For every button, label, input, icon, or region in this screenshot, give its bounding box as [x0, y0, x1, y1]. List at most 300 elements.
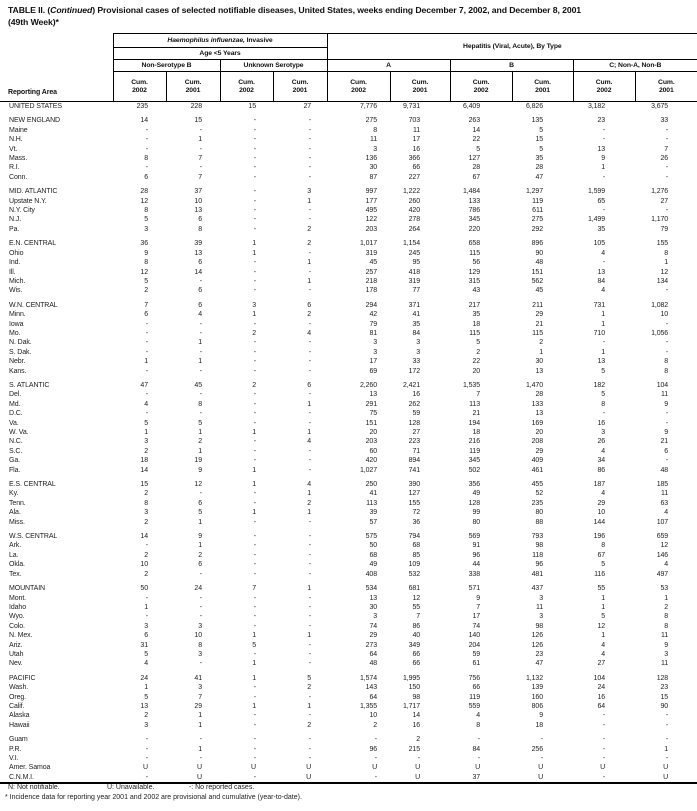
area-cell: Utah [9, 650, 24, 658]
value-cell: 104 [593, 674, 606, 682]
value-cell: 794 [408, 533, 421, 541]
value-cell: 2 [307, 225, 312, 233]
value-cell: 47 [140, 381, 148, 389]
value-cell: - [308, 145, 312, 153]
value-cell: 107 [656, 518, 669, 526]
value-cell: 806 [531, 702, 544, 710]
value-cell: U [197, 764, 202, 772]
value-cell: 139 [531, 684, 544, 692]
title-part3: ) Provisional cases of selected notifiable diseases, United States, weeks ending December 7, 2002, and December 8, 2001 [92, 5, 582, 15]
subgroup-hep-c-non-a-non-b: C; Non-A, Non-B [573, 60, 697, 72]
table-row [0, 173, 697, 182]
value-cell: 90 [660, 702, 669, 710]
value-cell: 4 [144, 660, 148, 668]
value-cell: 11 [661, 632, 669, 640]
value-cell: 2 [144, 518, 148, 526]
value-cell: 1,499 [588, 216, 606, 224]
value-cell: 1,082 [651, 301, 669, 309]
value-cell: 69 [369, 367, 378, 375]
value-cell: - [602, 136, 606, 144]
value-cell: 409 [531, 457, 544, 465]
value-cell: 48 [369, 660, 378, 668]
value-cell: - [308, 551, 312, 559]
area-cell: P.R. [9, 745, 22, 753]
value-cell: 7 [144, 301, 148, 309]
value-cell: 5 [144, 650, 148, 658]
table-row [0, 594, 697, 603]
area-cell: Oreg. [9, 693, 27, 701]
haemophilus-italic: Haemophilus influenzae, [167, 36, 245, 44]
value-cell: U [538, 773, 544, 781]
area-cell: Vt. [9, 145, 18, 153]
col-header-cum: Cum. 2001 [635, 72, 697, 102]
value-cell: 99 [472, 509, 481, 517]
table-row [0, 579, 697, 593]
value-cell: 315 [468, 277, 481, 285]
value-cell: 113 [366, 499, 378, 507]
value-cell: 8 [664, 613, 669, 621]
value-cell: - [145, 773, 148, 781]
value-cell: 1,056 [651, 329, 669, 337]
value-cell: 10 [194, 632, 202, 640]
value-cell: 1 [144, 358, 148, 366]
value-cell: 4 [601, 641, 606, 649]
value-cell: - [308, 268, 312, 276]
value-cell: 9 [539, 712, 544, 720]
value-cell: - [145, 736, 148, 744]
value-cell: 223 [408, 438, 421, 446]
value-cell: 896 [531, 240, 544, 248]
value-cell: 20 [472, 367, 481, 375]
value-cell: 4 [198, 311, 202, 319]
value-cell: 31 [140, 641, 148, 649]
area-cell: Wis. [9, 287, 23, 295]
value-cell: 6 [198, 301, 202, 309]
value-cell: 1,027 [360, 466, 378, 474]
value-cell: 14 [140, 117, 148, 125]
value-cell: 105 [593, 240, 606, 248]
value-cell: - [665, 207, 669, 215]
value-cell: - [199, 329, 202, 337]
value-cell: 9 [664, 429, 669, 436]
value-cell: 127 [408, 490, 421, 498]
value-cell: 182 [593, 381, 606, 389]
value-cell: 7 [252, 585, 256, 593]
value-cell: 11 [369, 136, 378, 144]
value-cell: 2 [373, 721, 378, 729]
value-cell: U [663, 773, 669, 781]
value-cell: 8 [144, 155, 148, 163]
area-cell: Guam [9, 736, 28, 744]
value-cell: 2 [307, 721, 312, 729]
value-cell: 5 [476, 339, 481, 347]
table-row [0, 466, 697, 475]
value-cell: 134 [656, 277, 669, 285]
value-cell: 35 [597, 225, 606, 233]
area-cell: Ark. [9, 542, 22, 550]
value-cell: - [253, 173, 256, 181]
table-row [0, 234, 697, 248]
value-cell: 3 [198, 622, 202, 630]
area-cell: W.N. CENTRAL [9, 301, 58, 309]
value-cell: - [199, 490, 202, 498]
value-cell: 2 [252, 329, 256, 337]
value-cell: - [308, 533, 312, 541]
table-row [0, 763, 697, 772]
table-row [0, 182, 697, 196]
haemophilus-group-header [113, 34, 327, 48]
value-cell: 21 [660, 438, 669, 446]
value-cell: 204 [468, 641, 481, 649]
value-cell: 262 [408, 400, 421, 408]
value-cell: - [665, 126, 669, 134]
footnote-legend [8, 784, 254, 791]
value-cell: 9 [664, 641, 669, 649]
area-cell: MID. ATLANTIC [9, 188, 58, 196]
value-cell: 345 [468, 457, 481, 465]
value-cell: 7 [664, 145, 669, 153]
value-cell: 30 [369, 164, 378, 172]
table-row [0, 268, 697, 277]
value-cell: 5 [198, 509, 202, 517]
area-cell: Tex. [9, 570, 22, 578]
value-cell: 4 [307, 481, 312, 489]
value-cell: 18 [535, 721, 544, 729]
value-cell: 275 [531, 216, 544, 224]
area-cell: Okla. [9, 561, 25, 569]
value-cell: 79 [369, 320, 378, 328]
value-cell: 1,222 [403, 188, 421, 196]
value-cell: 10 [140, 561, 148, 569]
value-cell: 63 [660, 499, 669, 507]
value-cell: 1 [198, 429, 202, 436]
value-cell: 319 [408, 277, 421, 285]
value-cell: 1 [307, 585, 312, 593]
area-cell: Mont. [9, 594, 27, 602]
area-cell: Ind. [9, 259, 21, 267]
table-row [0, 111, 697, 125]
value-cell: 1 [252, 660, 256, 668]
col-header-cum: Cum. 2002 [573, 72, 635, 102]
table-row [0, 390, 697, 399]
value-cell: - [602, 410, 606, 418]
value-cell: 98 [535, 622, 544, 630]
value-cell: 4 [307, 329, 312, 337]
value-cell: - [308, 207, 312, 215]
value-cell: 9 [476, 594, 481, 602]
value-cell: 196 [593, 533, 606, 541]
value-cell: - [308, 457, 312, 465]
value-cell: 119 [469, 447, 481, 455]
value-cell: - [253, 438, 256, 446]
table-row [0, 551, 697, 560]
value-cell: 9,731 [403, 103, 421, 110]
value-cell: 74 [369, 622, 378, 630]
value-cell: - [374, 755, 378, 762]
table-row [0, 428, 697, 437]
value-cell: 39 [369, 509, 378, 517]
area-cell: PACIFIC [9, 674, 36, 682]
table-row [0, 400, 697, 409]
value-cell: - [308, 745, 312, 753]
value-cell: 235 [136, 103, 148, 110]
value-cell: - [602, 259, 606, 267]
value-cell: 569 [468, 533, 481, 541]
value-cell: 127 [468, 155, 481, 163]
value-cell: 3 [539, 613, 544, 621]
value-cell: - [253, 542, 256, 550]
value-cell: 1 [198, 447, 202, 455]
table-row [0, 447, 697, 456]
value-cell: - [602, 755, 606, 762]
value-cell: 1 [601, 603, 606, 611]
value-cell: - [308, 650, 312, 658]
value-cell: 4 [601, 490, 606, 498]
value-cell: 37 [472, 773, 481, 781]
value-cell: 84 [597, 277, 606, 285]
value-cell: - [308, 693, 312, 701]
value-cell: 133 [468, 197, 481, 205]
value-cell: - [253, 145, 256, 153]
value-cell: 461 [531, 466, 544, 474]
value-cell: 220 [468, 225, 481, 233]
value-cell: 1 [307, 632, 312, 640]
value-cell: 36 [412, 518, 421, 526]
area-cell: MOUNTAIN [9, 585, 46, 593]
value-cell: 390 [408, 481, 421, 489]
value-cell: - [253, 155, 256, 163]
value-cell: - [665, 339, 669, 347]
table-row [0, 249, 697, 258]
value-cell: - [308, 518, 312, 526]
value-cell: 16 [412, 145, 421, 153]
value-cell: 1 [307, 277, 312, 285]
value-cell: 1 [198, 339, 202, 347]
value-cell: 659 [656, 533, 669, 541]
value-cell: 29 [535, 447, 544, 455]
value-cell: 96 [472, 551, 481, 559]
value-cell: - [253, 216, 256, 224]
value-cell: - [253, 225, 256, 233]
value-cell: 33 [412, 358, 421, 366]
value-cell: 437 [531, 585, 544, 593]
value-cell: - [253, 457, 256, 465]
value-cell: - [308, 136, 312, 144]
value-cell: 5 [144, 419, 148, 427]
value-cell: 133 [531, 400, 544, 408]
value-cell: 3 [144, 225, 148, 233]
value-cell: 5 [144, 277, 148, 285]
value-cell: 146 [656, 551, 669, 559]
value-cell: 4 [476, 712, 481, 720]
value-cell: - [602, 773, 606, 781]
value-cell: 37 [194, 188, 202, 196]
value-cell: 20 [535, 429, 544, 436]
value-cell: 27 [412, 429, 421, 436]
value-cell: - [145, 755, 148, 762]
value-cell: - [145, 339, 148, 347]
value-cell: - [199, 277, 202, 285]
value-cell: - [145, 391, 148, 399]
value-cell: 2 [307, 684, 312, 692]
area-cell: Colo. [9, 622, 25, 630]
value-cell: - [253, 490, 256, 498]
value-cell: 66 [412, 650, 421, 658]
area-cell: Del. [9, 391, 22, 399]
area-cell: Calif. [9, 702, 25, 710]
value-cell: 8 [144, 259, 148, 267]
table-row [0, 622, 697, 631]
value-cell: 15 [660, 693, 669, 701]
value-cell: 291 [365, 400, 378, 408]
value-cell: 1 [198, 136, 202, 144]
value-cell: 59 [472, 650, 481, 658]
table-row [0, 296, 697, 310]
value-cell: 1,484 [463, 188, 481, 196]
value-cell: 2 [144, 570, 148, 578]
value-cell: 52 [535, 490, 544, 498]
table-row [0, 286, 697, 295]
value-cell: 273 [365, 641, 378, 649]
value-cell: 96 [535, 561, 544, 569]
value-cell: 3 [144, 721, 148, 729]
value-cell: 455 [531, 481, 544, 489]
value-cell: 13 [194, 207, 202, 215]
value-cell: - [253, 712, 256, 720]
value-cell: 1 [252, 674, 256, 682]
value-cell: 275 [365, 117, 378, 125]
value-cell: 14 [140, 466, 148, 474]
table-row [0, 603, 697, 612]
area-cell: Wash. [9, 684, 29, 692]
value-cell: - [253, 594, 256, 602]
value-cell: - [199, 145, 202, 153]
value-cell: 23 [660, 684, 669, 692]
value-cell: 1 [144, 684, 148, 692]
table-row [0, 329, 697, 338]
value-cell: 36 [140, 240, 148, 248]
value-cell: 1 [144, 429, 148, 436]
value-cell: 559 [468, 702, 481, 710]
table-row [0, 612, 697, 621]
hepatitis-group-header: Hepatitis (Viral, Acute), By Type [327, 34, 697, 60]
value-cell: 119 [469, 693, 481, 701]
value-cell: - [253, 320, 256, 328]
value-cell: 18 [472, 429, 481, 436]
value-cell: 14 [412, 712, 421, 720]
area-cell: Maine [9, 126, 28, 134]
area-cell: Hawaii [9, 721, 30, 729]
area-cell: Mo. [9, 329, 21, 337]
table-row [0, 367, 697, 376]
col-header-cum: Cum. 2002 [327, 72, 390, 102]
value-cell: - [665, 287, 669, 295]
value-cell: 42 [369, 311, 378, 319]
value-cell: 1 [539, 348, 544, 356]
value-cell: 2 [198, 438, 202, 446]
value-cell: 4 [601, 287, 606, 295]
value-cell: 85 [412, 551, 421, 559]
title-part1: TABLE II. ( [8, 5, 51, 15]
table-row [0, 206, 697, 215]
value-cell: - [145, 348, 148, 356]
value-cell: - [602, 712, 606, 720]
value-cell: 50 [369, 542, 378, 550]
value-cell: - [308, 249, 312, 257]
value-cell: - [199, 164, 202, 172]
value-cell: 14 [472, 126, 481, 134]
value-cell: - [253, 277, 256, 285]
value-cell: 703 [408, 117, 421, 125]
value-cell: 20 [369, 429, 378, 436]
area-cell: Ky. [9, 490, 19, 498]
value-cell: 6,409 [463, 103, 481, 110]
value-cell: 6 [144, 311, 148, 319]
subgroup-non-serotype-b: Non-Serotype B [113, 60, 220, 72]
value-cell: 6 [144, 632, 148, 640]
value-cell: 13 [597, 145, 606, 153]
value-cell: 27 [303, 103, 312, 110]
value-cell: 1 [252, 240, 256, 248]
value-cell: 80 [472, 518, 481, 526]
value-cell: 29 [597, 499, 606, 507]
value-cell: 45 [194, 381, 202, 389]
area-cell: N. Dak. [9, 339, 32, 347]
value-cell: 48 [535, 259, 544, 267]
table-row [0, 376, 697, 390]
value-cell: 1 [601, 164, 606, 172]
area-cell: Wyo. [9, 613, 25, 621]
value-cell: - [253, 650, 256, 658]
value-cell: 24 [194, 585, 202, 593]
value-cell: - [665, 136, 669, 144]
value-cell: 30 [535, 358, 544, 366]
value-cell: - [665, 164, 669, 172]
value-cell: 27 [597, 660, 606, 668]
notifiable-diseases-table [0, 33, 697, 784]
value-cell: - [374, 736, 378, 744]
value-cell: 13 [535, 367, 544, 375]
value-cell: 12 [140, 197, 148, 205]
value-cell: 77 [412, 287, 421, 295]
area-cell: N.Y. City [9, 207, 35, 215]
value-cell: - [253, 126, 256, 134]
value-cell: 122 [365, 216, 378, 224]
value-cell: 12 [660, 542, 669, 550]
value-cell: 793 [531, 533, 544, 541]
value-cell: - [477, 736, 481, 744]
table-row [0, 225, 697, 234]
value-cell: 208 [531, 438, 544, 446]
value-cell: - [253, 287, 256, 295]
value-cell: 66 [412, 164, 421, 172]
table-row [0, 419, 697, 428]
value-cell: 23 [535, 650, 544, 658]
value-cell: - [602, 736, 606, 744]
value-cell: 2 [144, 447, 148, 455]
value-cell: - [308, 367, 312, 375]
value-cell: - [308, 542, 312, 550]
value-cell: - [145, 320, 148, 328]
value-cell: 12 [140, 268, 148, 276]
value-cell: - [308, 736, 312, 744]
table-row [0, 527, 697, 541]
value-cell: - [308, 391, 312, 399]
value-cell: U [415, 764, 421, 772]
value-cell: - [308, 287, 312, 295]
table-row [0, 357, 697, 366]
value-cell: 14 [194, 268, 202, 276]
